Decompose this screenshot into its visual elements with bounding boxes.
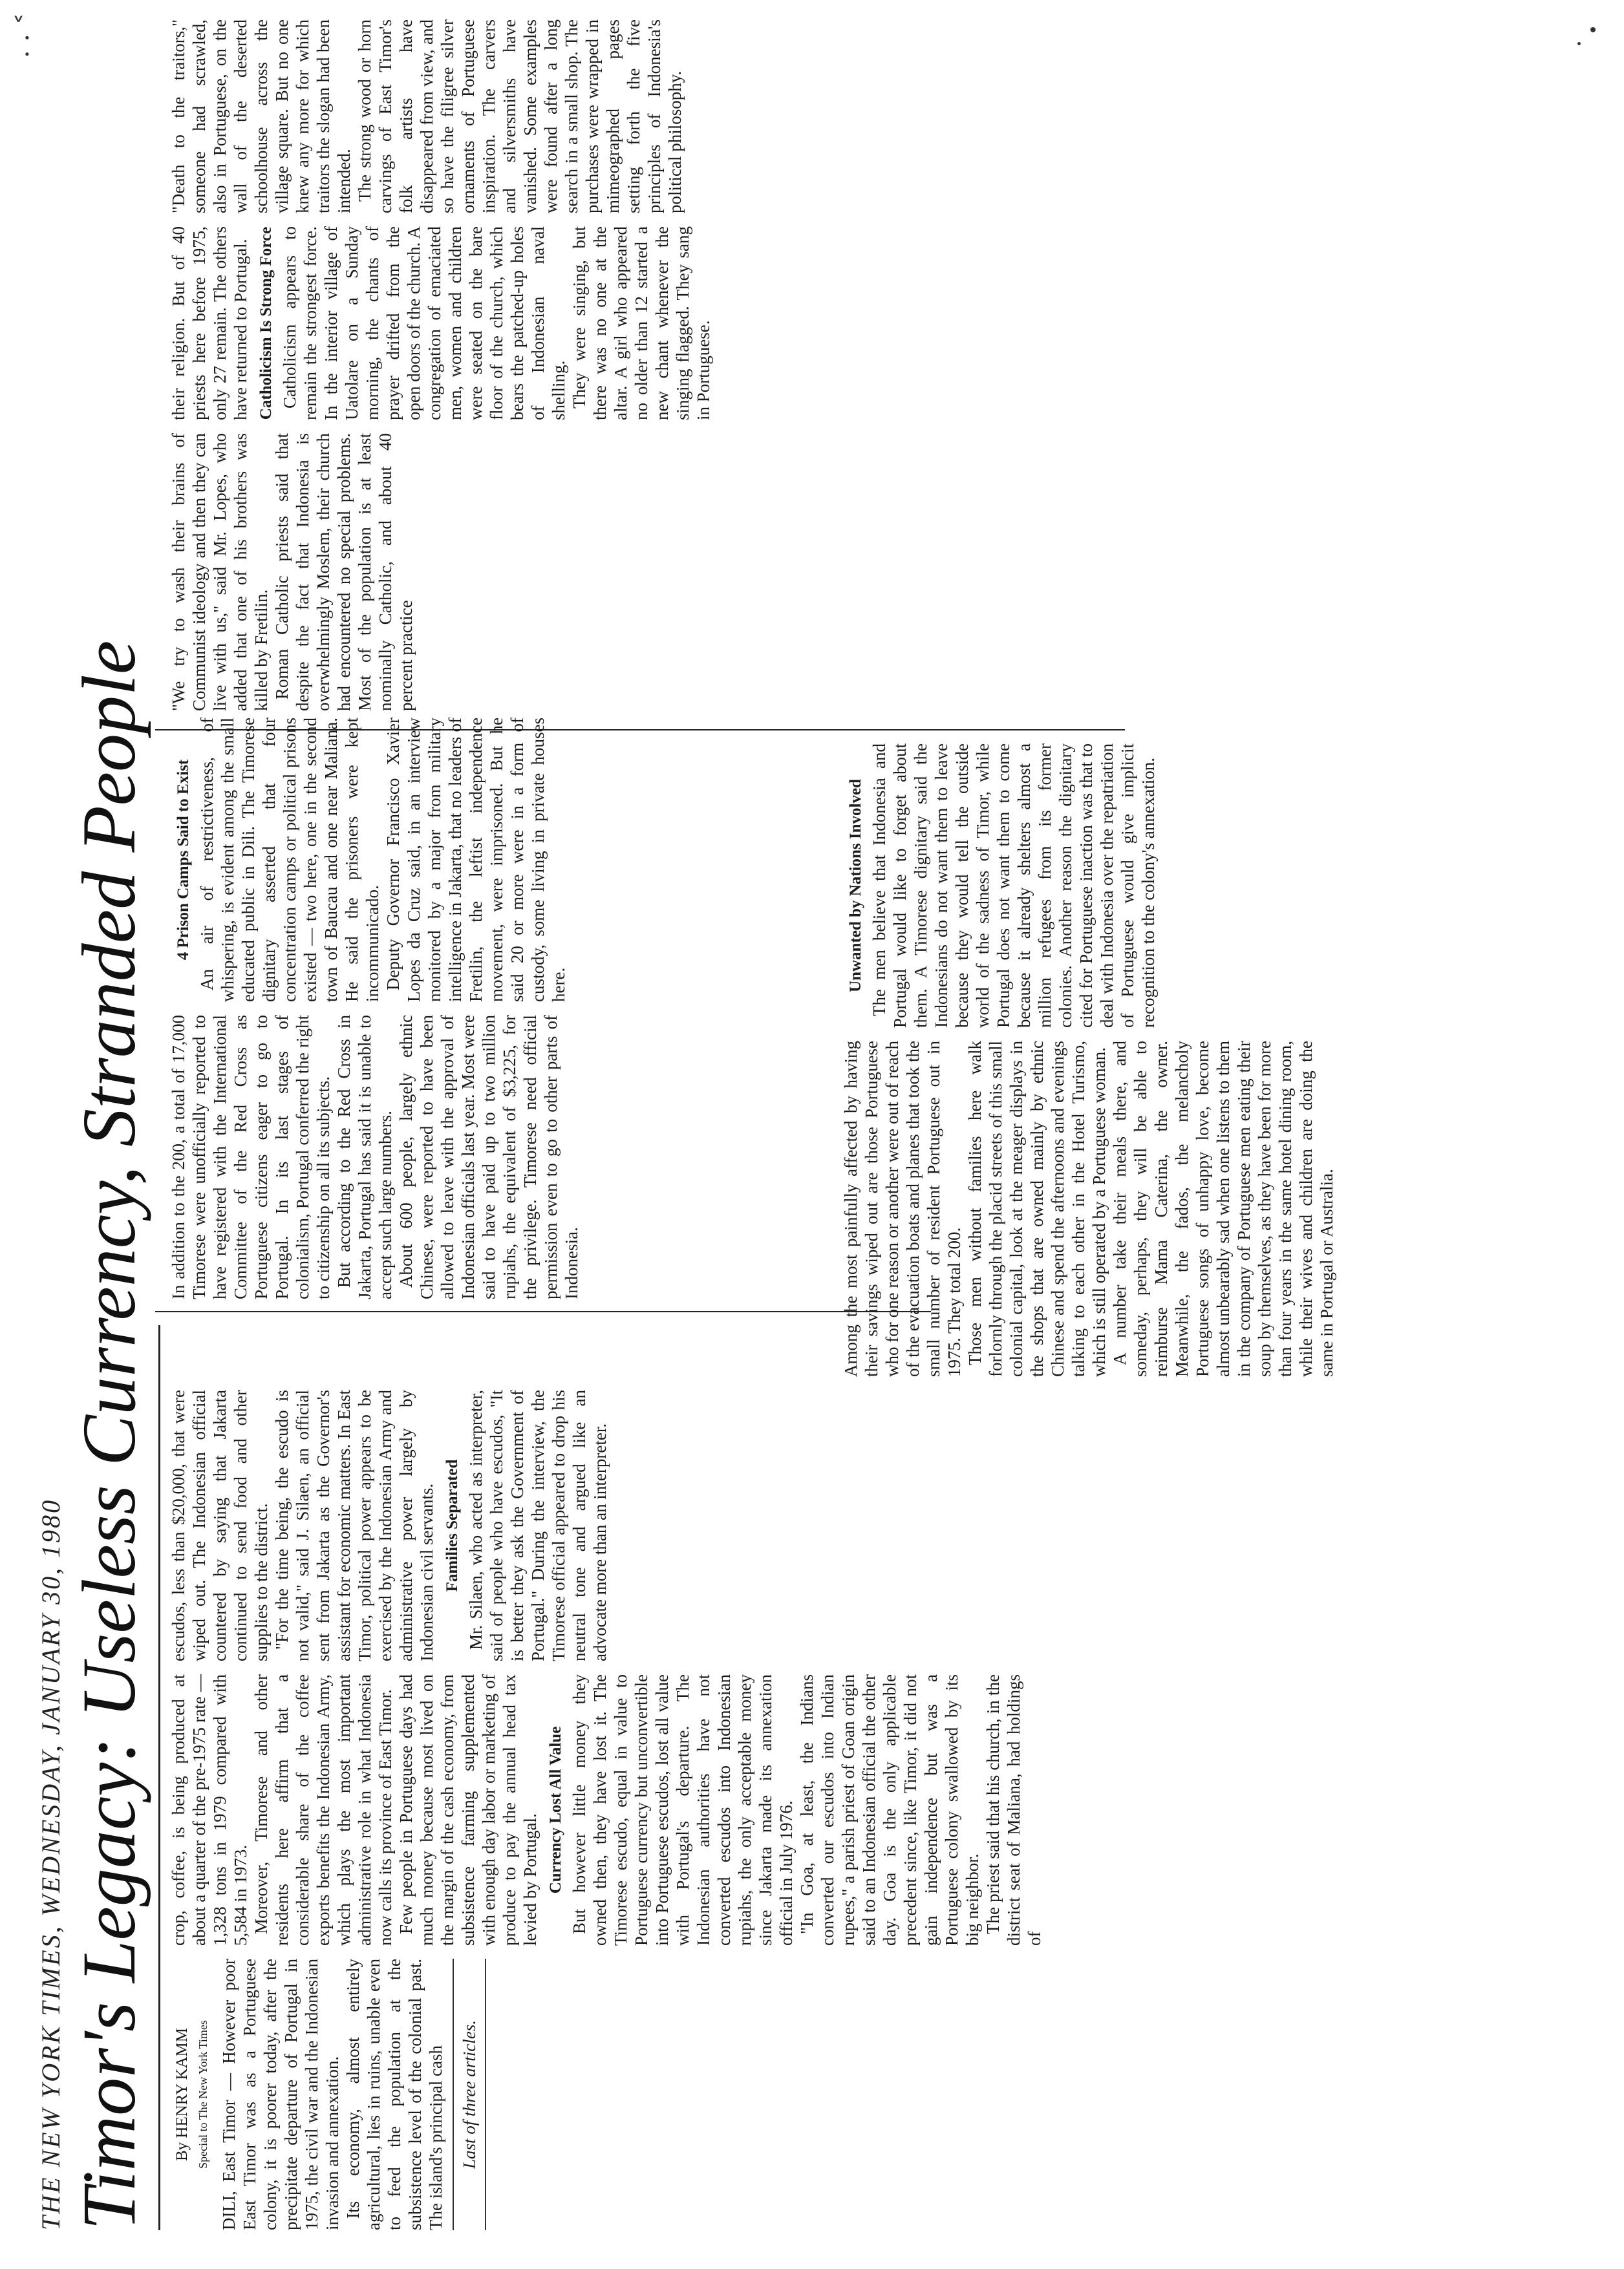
article-column	[168, 226, 714, 420]
byline-affiliation: Special to The New York Times	[197, 2020, 209, 2169]
article-column	[168, 718, 569, 1002]
byline: By HENRY KAMM	[173, 2027, 191, 2162]
headline: Timor's Legacy: Useless Currency, Stranded People	[67, 640, 151, 2230]
article-paragraph: About 600 people, largely ethnic Chinese, were reported to have been allowed to leave with the approval of Indonesian officials last year. Most were said to have paid up to two million rupiahs, the equivalent of $3,225, for the privilege. Timorese need official permission even to go to other parts of Indonesia.	[396, 1015, 581, 1299]
article-paragraph: Roman Catholic priests said that despite the fact that Indonesia is overwhelmingly Moslem, their church had encountered no special problems. Most of the population is at least nominally Catholic, and about 40 percent practice	[272, 433, 416, 711]
section-subhead: Families Separated	[443, 1459, 461, 1592]
article-column	[168, 19, 685, 213]
article-paragraph: The men believe that Indonesia and Portugal would like to forget about them. A Timorese dignitary said the Indonesians do not want them to leave because they would tell the outside world of the sadness of Timor, while Portugal does not want them to come because it already shelters almost a million refugees from its former colonies. Another reason the dignitary cited for Portuguese inaction was that to deal with Indonesia over the repatriation of Portuguese would give implicit recognition to the colony's annexation.	[870, 743, 1158, 1028]
article-paragraph: Deputy Governor Francisco Xavier Lopes da Cruz said, in an interview monitored by a major from military intelligence in Jakarta, that no leaders of Fretilin, the leftist independence movement, were imprisoned. But he said 20 or more were in a form of custody, some living in private houses here.	[383, 718, 568, 1002]
article-paragraph: crop, coffee, is being produced at about a quarter of the pre-1975 rate — 1,328 tons in 1979 compared with 5,584 in 1973.	[169, 1674, 250, 1946]
article-paragraph: "Death to the traitors," someone had scrawled, also in Portuguese, on the wall of the deserted schoolhouse across the village square. But no one knew any more for which traitors the slogan had been intended.	[169, 19, 354, 213]
article-paragraph: Those men without families here walk forlornly through the placid streets of this small colonial capital, look at the meager displays in the shops that are owned mainly by ethnic Chinese and spend the afternoons and evenings talking to each other in the Hotel Turismo, which is still operated by a Portuguese woman.	[965, 1041, 1109, 1377]
section-subhead: Catholicism Is Strong Force	[257, 226, 275, 420]
article-paragraph: "We try to wash their brains of Communist ideology and then they can live with us," said Mr. Lopes, who added that one of his brothers was killed by Fretilin.	[169, 433, 271, 711]
article-paragraph: But according to the Red Cross in Jakarta, Portugal has said it is unable to accept such large numbers.	[334, 1015, 395, 1299]
article-column	[840, 743, 1159, 1028]
section-subhead: 4 Prison Camps Said to Exist	[175, 759, 192, 961]
article-paragraph: They were singing, but there was no one at the altar. A girl who appeared no older than 12 started a new chant whenever the singing flagged. They sang in Portuguese.	[570, 226, 713, 420]
article-column	[168, 1959, 493, 2230]
scan-speck	[1590, 27, 1596, 32]
section-subhead: Currency Lost All Value	[547, 1726, 564, 1894]
scan-speck	[1577, 42, 1581, 45]
article-column	[168, 1674, 1045, 1946]
article-paragraph: their religion. But of 40 priests here before 1975, only 27 remain. The others have returned to Portugal.	[169, 226, 250, 420]
article-column	[168, 433, 416, 711]
section-subhead: Unwanted by Nations Involved	[847, 779, 864, 992]
article-paragraph: In addition to the 200, a total of 17,000 Timorese were unofficially reported to have registered with the International Committee of the Red Cross as Portuguese citizens eager to go to Portugal. In its last stages of colonialism, Portugal conferred the right to citizenship on all its subjects.	[169, 1015, 333, 1299]
article-paragraph: "For the time being, the escudo is not valid," said J. Silaen, an official sent from Jakarta as the Governor's assistant for economic matters. In East Timor, political power appears to be exercised by the Indonesian Army and administrative power largely by Indonesian civil servants.	[272, 1390, 436, 1661]
column-divider	[155, 1311, 931, 1312]
headline-rule	[158, 1325, 160, 2230]
article-paragraph: Catholicism appears to remain the strongest force. In the interior village of Uatolare on a Sunday morning, the chants of prayer drifted from the open doors of the church. A congregation of emaciated men, women and children were seated on the bare floor of the church, which bears the patched-up holes of Indonesian naval shelling.	[280, 226, 568, 420]
article-paragraph: The priest said that his church, in the district seat of Maliana, had holdings of	[983, 1674, 1044, 1946]
article-paragraph: An air of restrictiveness, of whispering, is evident among the small educated public in Dili. The Timorese dignitary asserted that four concentration camps or political prisons existed — two here, one in the second town of Baucau and one near Maliana. He said the prisoners were kept incommunicado.	[197, 718, 382, 1002]
article-paragraph: Moreover, Timorese and other residents here affirm that a considerable share of the coffee exports benefits the Indonesian Army, which plays the most important administrative role in what Indonesia now calls its province of East Timor.	[251, 1674, 395, 1946]
article-paragraph: "In Goa, at least, the Indians converted our escudos into Indian rupees," a parish priest of Goan origin said to an Indonesian official the other day. Goa is the only applicable precedent since, like Timor, it did not gain independence but was a Portuguese colony swallowed by its big neighbor.	[797, 1674, 982, 1946]
article-paragraph: A number take their meals there, and someday, perhaps, they will be able to reimburse Mama Caterina, the owner. Meanwhile, the fados, the melancholy Portuguese songs of unhappy love, become almost unbearably sad when one listens to them in the company of Portuguese men eating their soup by themselves, as they have been for more than four years in the same hotel dining room, while their wives and children are doing the same in Portugal or Australia.	[1110, 1041, 1336, 1377]
article-column	[168, 1390, 610, 1661]
dateline: THE NEW YORK TIMES, WEDNESDAY, JANUARY 30, 1980	[36, 1498, 65, 2230]
article-paragraph: Few people in Portuguese days had much money because most lived on the margin of the cash economy, from subsistence farming supplemented with enough day labor or marketing of produce to pay the annual head tax levied by Portugal.	[396, 1674, 540, 1946]
series-note: Last of three articles.	[453, 1959, 486, 2230]
scan-marks: · · ˂	[13, 12, 43, 58]
article-paragraph: The strong wood or horn carvings of East Timor's folk artists have disappeared from view, and so have the filigree silver ornaments of Portuguese inspiration. The carvers and silversmiths have vanished. Some examples were found after a long search in a small shop. The purchases were wrapped in mimeographed pages setting forth the five principles of Indonesia's political philosophy.	[355, 19, 685, 213]
article-column	[168, 1015, 582, 1299]
article-paragraph: Its economy, almost entirely agricultural, lies in ruins, unable even to feed the population at the subsistence level of the colonial past. The island's principal cash	[343, 1959, 445, 2230]
article-paragraph: Among the most painfully affected by having their savings wiped out are those Portuguese who for one reason or another were out of reach of the evacuation boats and planes that took the small number of resident Portuguese out in 1975. They total 200.	[841, 1041, 964, 1377]
article-paragraph: Mr. Silaen, who acted as interpreter, said of people who have escudos, "It is better they ask the Government of Portugal." During the interview, the Timorese official appeared to drop his neutral tone and argued like an advocate more than an interpreter.	[466, 1390, 610, 1661]
article-column	[840, 1041, 1337, 1377]
article-paragraph: escudos, less than $20,000, that were wiped out. The Indonesian official countered by saying that Jakarta continued to send food and other supplies to the district.	[169, 1390, 271, 1661]
article-paragraph: But however little money they owned then, they have lost it. The Timorese escudo, equal in value to Portuguese currency but unconvertible into Portuguese escudos, lost all value with Portugal's departure. The Indonesian authorities have not converted escudos into Indonesian rupiahs, the only acceptable money since Jakarta made its annexation official in July 1976.	[570, 1674, 796, 1946]
article-paragraph: DILI, East Timor — However poor East Timor was as a Portuguese colony, it is poorer today, after the precipitate departure of Portugal in 1975, the civil war and the Indonesian invasion and annexation.	[219, 1959, 342, 2230]
